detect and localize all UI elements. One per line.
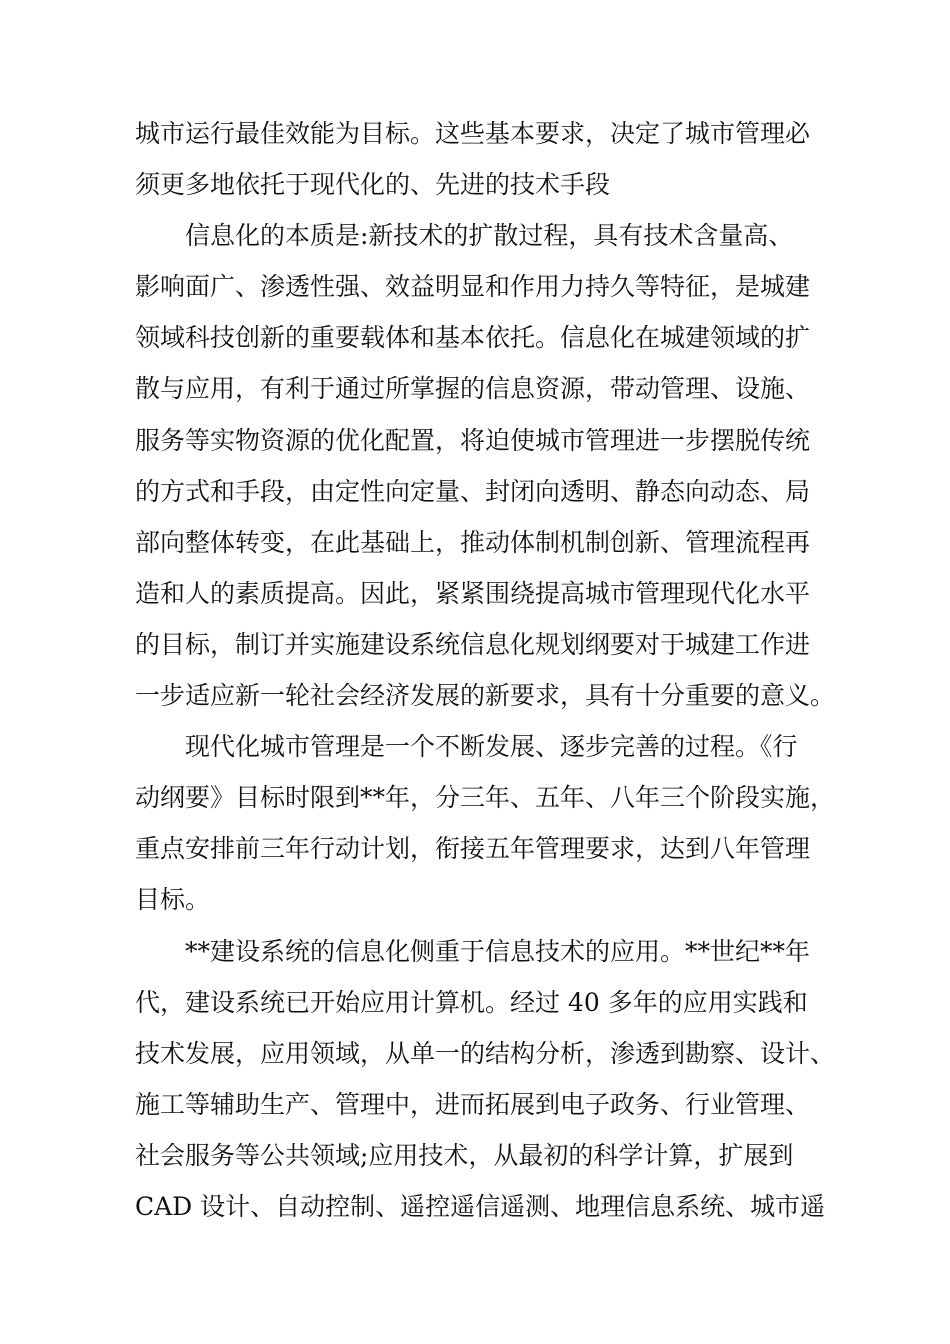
text-line: 影响面广、渗透性强、效益明显和作用力持久等特征，是城建	[135, 272, 811, 302]
text-line: 代，建设系统已开始应用计算机。经过 40 多年的应用实践和	[135, 987, 808, 1017]
paragraph-4	[135, 926, 835, 1233]
text-line: 现代化城市管理是一个不断发展、逐步完善的过程。《行	[185, 732, 798, 762]
paragraph-2	[135, 210, 835, 721]
document-body	[135, 108, 835, 1232]
text-line: CAD 设计、自动控制、遥控遥信遥测、地理信息系统、城市遥	[135, 1191, 826, 1221]
text-line: 社会服务等公共领域;应用技术，从最初的科学计算，扩展到	[135, 1140, 794, 1170]
text-line: 一步适应新一轮社会经济发展的新要求，具有十分重要的意义。	[135, 681, 836, 711]
paragraph-3	[135, 721, 835, 925]
text-line: 信息化的本质是:新技术的扩散过程，具有技术含量高、	[185, 221, 794, 251]
text-line: 须更多地依托于现代化的、先进的技术手段	[135, 170, 611, 200]
text-line: 服务等实物资源的优化配置，将迫使城市管理进一步摆脱传统	[135, 425, 811, 455]
text-line: 目标。	[135, 885, 211, 915]
text-line: 造和人的素质提高。因此，紧紧围绕提高城市管理现代化水平	[135, 578, 811, 608]
text-line: 的方式和手段，由定性向定量、封闭向透明、静态向动态、局	[135, 476, 811, 506]
text-line: 散与应用，有利于通过所掌握的信息资源，带动管理、设施、	[135, 374, 811, 404]
text-line: 部向整体转变，在此基础上，推动体制机制创新、管理流程再	[135, 527, 811, 557]
paragraph-1	[135, 108, 835, 210]
text-line: 城市运行最佳效能为目标。这些基本要求，决定了城市管理必	[135, 119, 811, 148]
text-line: 施工等辅助生产、管理中，进而拓展到电子政务、行业管理、	[135, 1089, 811, 1119]
text-line: 动纲要》目标时限到**年，分三年、五年、八年三个阶段实施，	[135, 783, 836, 813]
text-line: **建设系统的信息化侧重于信息技术的应用。**世纪**年	[185, 936, 811, 966]
text-line: 的目标，制订并实施建设系统信息化规划纲要对于城建工作进	[135, 629, 811, 659]
text-line: 重点安排前三年行动计划，衔接五年管理要求，达到八年管理	[135, 834, 811, 864]
text-line: 领域科技创新的重要载体和基本依托。信息化在城建领域的扩	[135, 323, 811, 353]
text-line: 技术发展，应用领域，从单一的结构分析，渗透到勘察、设计、	[135, 1038, 836, 1068]
